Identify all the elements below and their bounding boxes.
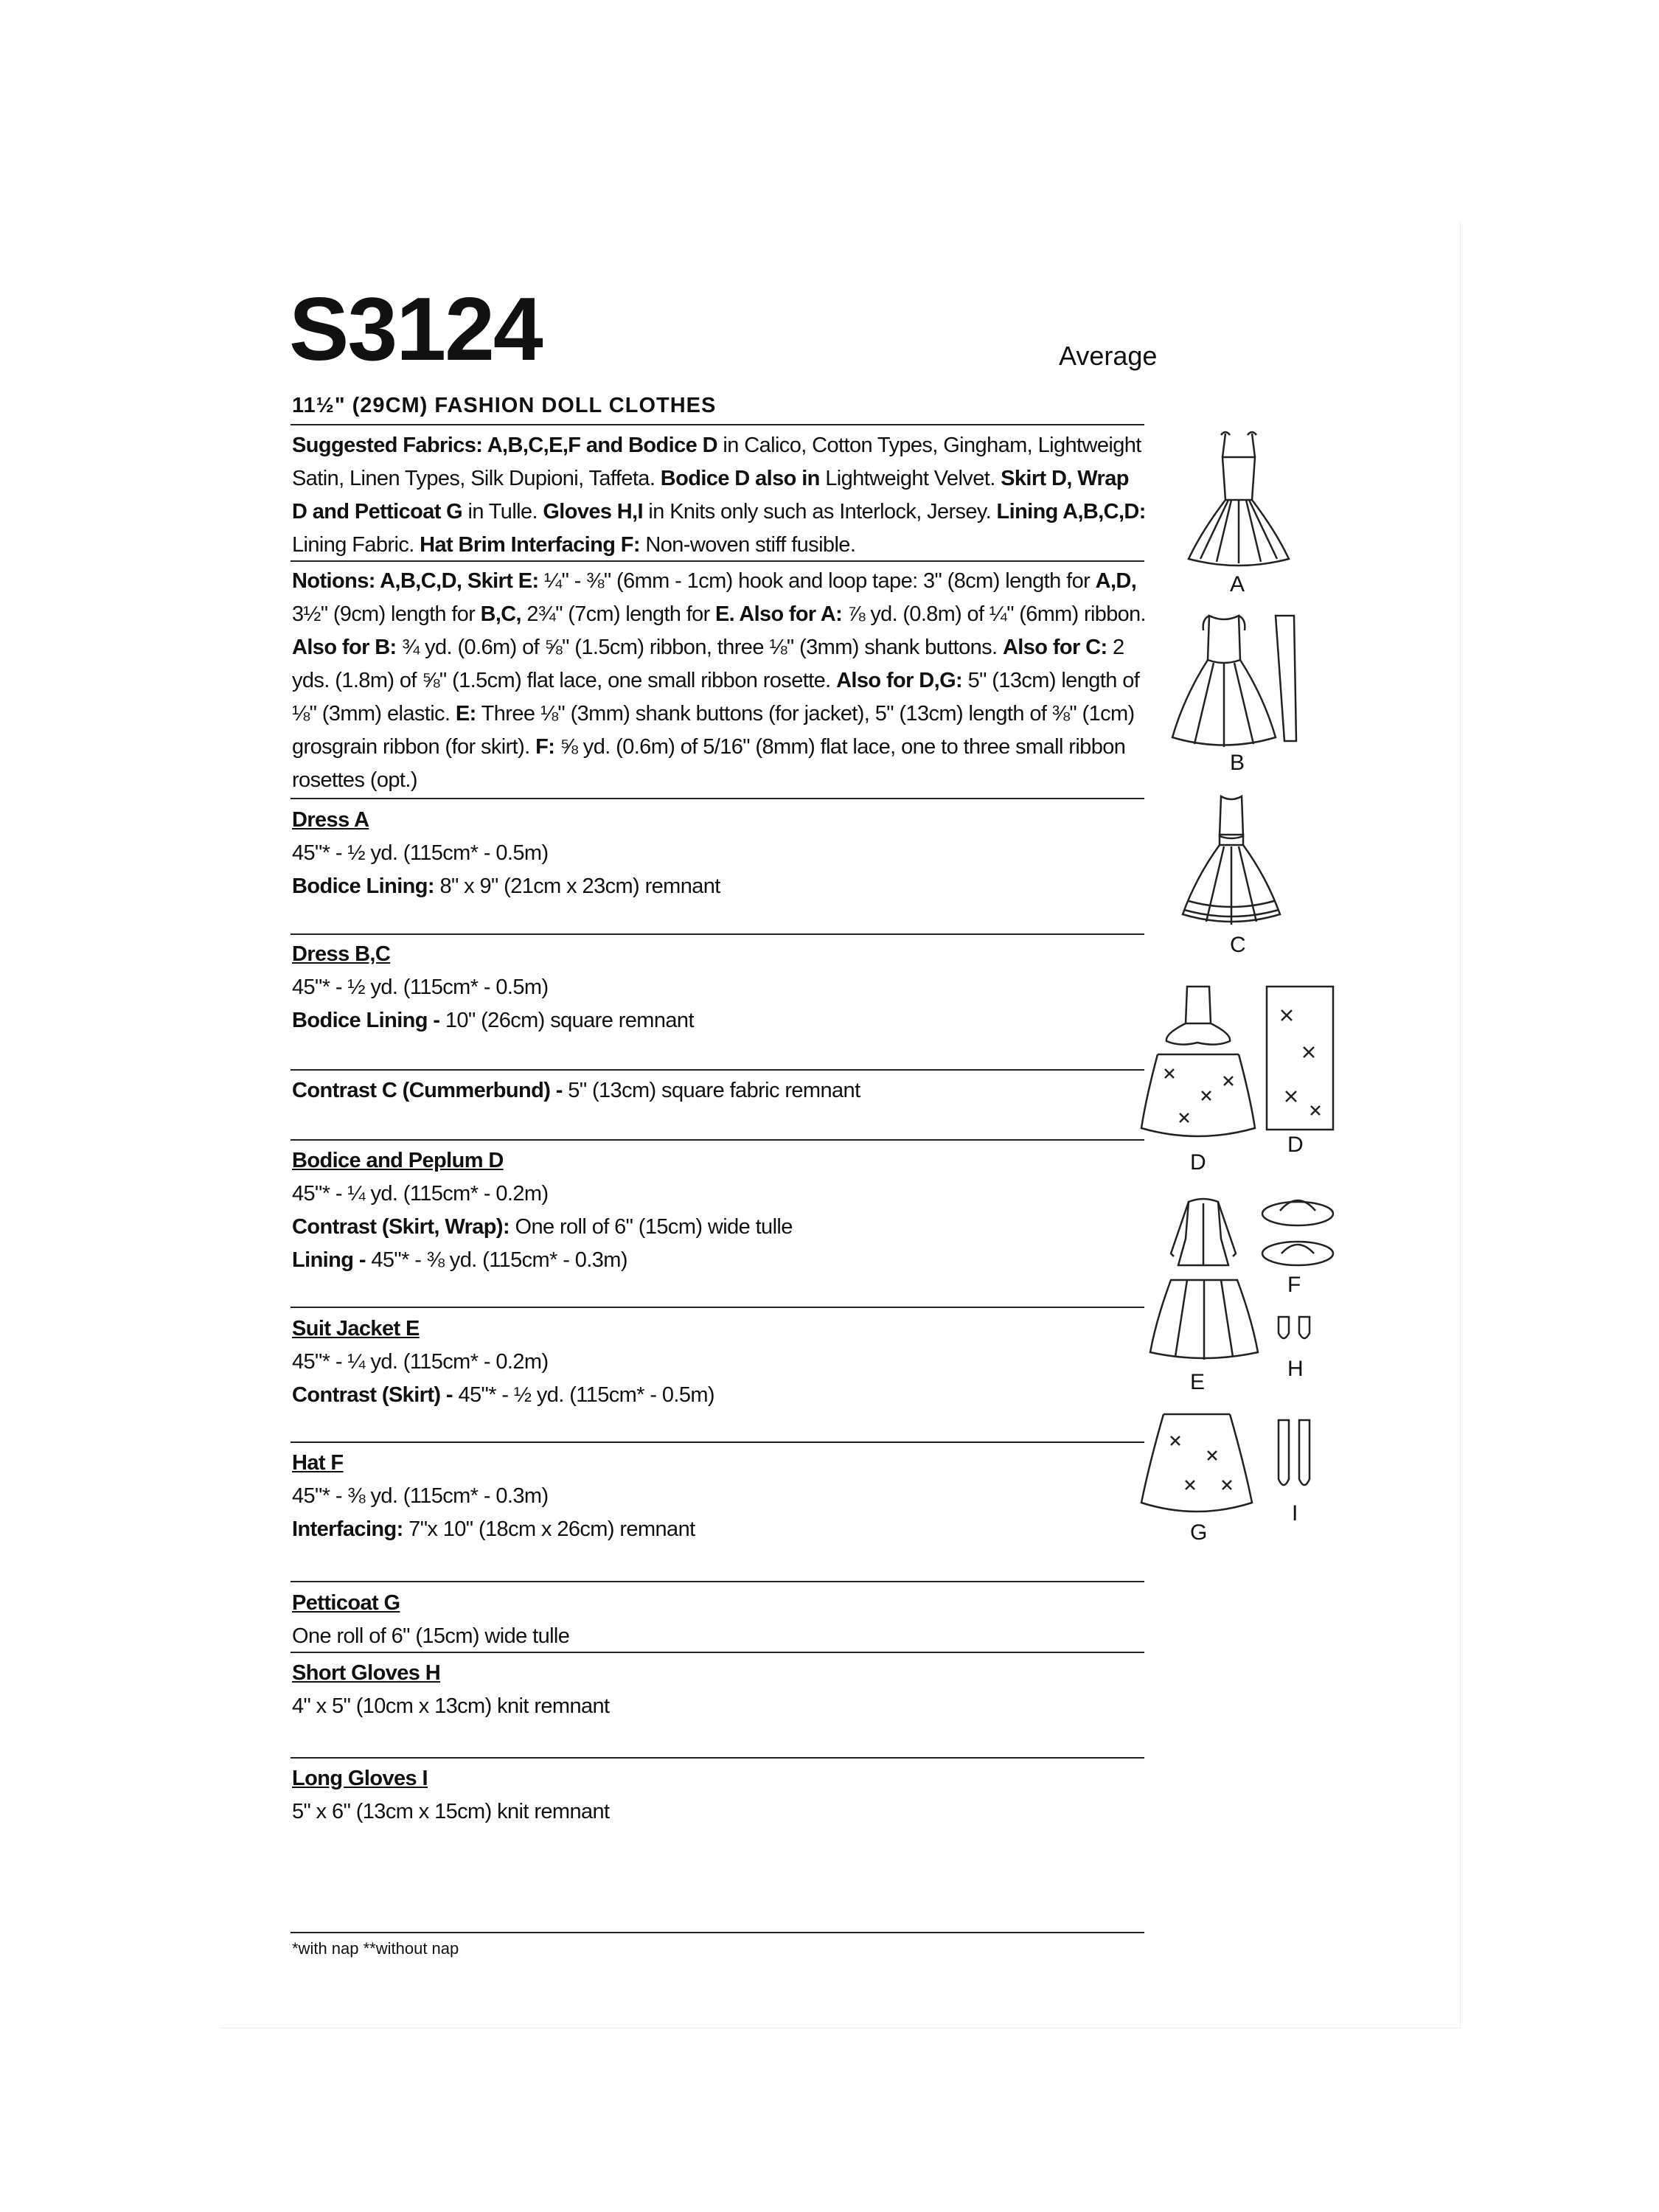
label-d-dress: D (1190, 1150, 1206, 1175)
text-segment: 45"* - ½ yd. (115cm* - 0.5m) (453, 1383, 714, 1407)
short-gloves-h-illustration (1273, 1314, 1317, 1351)
label-a: A (1230, 572, 1245, 597)
text-segment: in Knits only such as Interlock, Jersey. (642, 500, 997, 524)
section-heading: Petticoat G (292, 1591, 400, 1615)
section-heading: Short Gloves H (292, 1661, 441, 1685)
section-heading: Suit Jacket E (292, 1317, 420, 1340)
text-line (292, 731, 1146, 764)
pattern-number: S3124 (289, 279, 542, 379)
text-line (292, 764, 1146, 797)
text-segment: in Tulle. (462, 500, 543, 524)
text-segment: 5" (13cm) length of (962, 669, 1140, 692)
section-dress-bc (292, 938, 1146, 1037)
text-segment: 2¾" (7cm) length for (521, 602, 715, 626)
text-segment: ¾ yd. (0.6m) of ⅝" (1.5cm) ribbon, three ⅛" (3mm) shank buttons. (396, 636, 1003, 659)
divider (291, 1069, 1144, 1071)
section-heading: Long Gloves I (292, 1767, 428, 1790)
text-line (292, 870, 1146, 903)
bodice-skirt-d-illustration (1135, 981, 1261, 1150)
text-line (292, 1480, 1146, 1513)
divider (291, 1757, 1144, 1759)
petticoat-g-illustration (1134, 1407, 1259, 1525)
bold-label: Lining A,B,C,D: (996, 500, 1146, 524)
label-i: I (1292, 1501, 1298, 1526)
label-c: C (1230, 933, 1246, 957)
text-line (292, 1178, 1146, 1211)
section-dress-a (292, 804, 1146, 903)
bold-label: E. Also for A: (714, 602, 843, 626)
suit-e-illustration (1141, 1194, 1267, 1364)
text-segment: One roll of 6" (15cm) wide tulle (509, 1215, 793, 1239)
text-line (292, 1244, 1146, 1277)
bold-label: Interfacing: (292, 1517, 403, 1541)
bold-label: Bodice Lining - (292, 1009, 440, 1032)
text-segment: in Calico, Cotton Types, Gingham, Lightweight (717, 434, 1141, 457)
bold-label: Lining - (292, 1248, 366, 1272)
text-line (292, 529, 1146, 562)
text-segment: 45"* - ⅜ yd. (115cm* - 0.3m) (365, 1248, 627, 1272)
text-segment: 8" x 9" (21cm x 23cm) remnant (434, 874, 720, 898)
text-line (292, 1004, 1146, 1037)
divider (291, 1307, 1144, 1308)
label-f: F (1287, 1273, 1301, 1297)
text-segment: ⅞ yd. (0.8m) of ¼" (6mm) ribbon. (842, 602, 1146, 626)
dress-c-illustration (1172, 790, 1305, 931)
text-segment: 7"x 10" (18cm x 26cm) remnant (403, 1517, 695, 1541)
skill-level: Average (1059, 341, 1158, 371)
text-segment: 45"* - ⅜ yd. (115cm* - 0.3m) (292, 1484, 549, 1508)
bold-label: Suggested Fabrics: A,B,C,E,F and Bodice D (292, 434, 717, 457)
text-line (292, 495, 1144, 529)
text-line (292, 1346, 1146, 1379)
bold-label: Also for C: (1002, 636, 1107, 659)
section-heading: Dress B,C (292, 942, 391, 966)
section-contrast-c (292, 1074, 1146, 1107)
text-segment: 5" x 6" (13cm x 15cm) knit remnant (292, 1800, 610, 1823)
bold-label: Bodice D also in (660, 467, 820, 490)
bold-label: F: (535, 735, 555, 759)
text-segment: Satin, Linen Types, Silk Dupioni, Taffeta. (292, 467, 661, 490)
label-h: H (1287, 1357, 1304, 1381)
text-segment: ⅛" (3mm) elastic. (292, 702, 456, 726)
section-short-gloves-h (292, 1657, 1146, 1723)
text-line (292, 1620, 1146, 1653)
text-segment: 45"* - ½ yd. (115cm* - 0.5m) (292, 975, 549, 999)
text-line (292, 837, 1146, 870)
text-segment: 2 (1107, 636, 1124, 659)
text-line (292, 1074, 1146, 1107)
bold-label: Contrast (Skirt) - (292, 1383, 453, 1407)
text-segment: 10" (26cm) square remnant (439, 1009, 694, 1032)
text-segment: 45"* - ¼ yd. (115cm* - 0.2m) (292, 1350, 549, 1374)
bold-label: B,C, (480, 602, 521, 626)
text-line (292, 1513, 1146, 1546)
bold-label: Hat Brim Interfacing F: (420, 533, 640, 557)
text-line (292, 1211, 1146, 1244)
section-hat-f (292, 1447, 1146, 1546)
suggested-fabrics (292, 429, 1146, 562)
bold-label: D and Petticoat G (292, 500, 463, 524)
divider (291, 560, 1144, 562)
text-line (292, 698, 1146, 731)
text-line (292, 1379, 1146, 1412)
text-line (292, 598, 1146, 631)
text-line (292, 462, 1146, 495)
text-segment: rosettes (opt.) (292, 768, 417, 792)
text-segment: ¼" - ⅜" (6mm - 1cm) hook and loop tape: 3" (8cm) length for (538, 569, 1096, 593)
section-bodice-peplum-d (292, 1144, 1146, 1277)
label-b: B (1230, 751, 1245, 775)
section-long-gloves-i (292, 1762, 1146, 1829)
text-line (292, 1690, 1146, 1723)
text-segment: ⅝ yd. (0.6m) of 5/16" (8mm) flat lace, one to three small ribbon (554, 735, 1126, 759)
bold-label: E: (455, 702, 476, 726)
text-line (292, 565, 1146, 598)
wrap-d-illustration (1259, 981, 1340, 1135)
divider (291, 798, 1144, 799)
bold-label: Also for B: (292, 636, 397, 659)
text-line (292, 429, 1146, 462)
bold-label: Gloves H,I (543, 500, 643, 524)
label-e: E (1190, 1370, 1206, 1394)
label-g: G (1190, 1520, 1208, 1545)
divider (291, 1652, 1144, 1653)
text-segment: One roll of 6" (15cm) wide tulle (292, 1624, 570, 1648)
text-segment: 45"* - ½ yd. (115cm* - 0.5m) (292, 841, 549, 865)
text-segment: Lightweight Velvet. (819, 467, 1001, 490)
section-heading: Bodice and Peplum D (292, 1149, 504, 1172)
section-heading: Dress A (292, 808, 369, 832)
label-d-wrap: D (1287, 1133, 1304, 1157)
hat-f-illustration (1253, 1186, 1342, 1274)
section-suit-jacket-e (292, 1312, 1146, 1412)
text-segment: 45"* - ¼ yd. (115cm* - 0.2m) (292, 1182, 549, 1206)
bold-label: A,D, (1095, 569, 1137, 593)
bold-label: Bodice Lining: (292, 874, 434, 898)
divider (291, 1139, 1144, 1141)
divider (291, 424, 1144, 425)
dress-b-illustration (1165, 608, 1327, 756)
long-gloves-i-illustration (1273, 1417, 1317, 1498)
divider (291, 933, 1144, 935)
section-heading: Hat F (292, 1451, 344, 1475)
section-petticoat-g (292, 1587, 1146, 1653)
text-segment: Lining Fabric. (292, 533, 420, 557)
divider (291, 1581, 1144, 1582)
text-segment: 3½" (9cm) length for (292, 602, 481, 626)
divider (291, 1932, 1144, 1933)
bold-label: Skirt D, Wrap (1001, 467, 1129, 490)
text-segment: yds. (1.8m) of ⅝" (1.5cm) flat lace, one small ribbon rosette. (292, 669, 837, 692)
divider (291, 1441, 1144, 1443)
text-segment: Non-woven stiff fusible. (639, 533, 856, 557)
text-line (292, 664, 1146, 698)
bold-label: Contrast C (Cummerbund) - (292, 1079, 563, 1102)
text-line (292, 1795, 1146, 1829)
notions (292, 565, 1146, 797)
bold-label: Also for D,G: (836, 669, 963, 692)
text-line (292, 971, 1146, 1004)
text-segment: Three ⅛" (3mm) shank buttons (for jacket), 5" (13cm) length of ⅜" (1cm) (476, 702, 1135, 726)
bold-label: Notions: A,B,C,D, Skirt E: (292, 569, 539, 593)
bold-label: Contrast (Skirt, Wrap): (292, 1215, 510, 1239)
text-segment: grosgrain ribbon (for skirt). (292, 735, 536, 759)
dress-a-illustration (1180, 428, 1298, 568)
text-segment: 4" x 5" (10cm x 13cm) knit remnant (292, 1694, 610, 1718)
text-segment: 5" (13cm) square fabric remnant (562, 1079, 860, 1102)
footnote: *with nap **without nap (292, 1939, 459, 1958)
text-line (292, 631, 1146, 664)
pattern-subtitle: 11½" (29CM) FASHION DOLL CLOTHES (292, 394, 717, 417)
